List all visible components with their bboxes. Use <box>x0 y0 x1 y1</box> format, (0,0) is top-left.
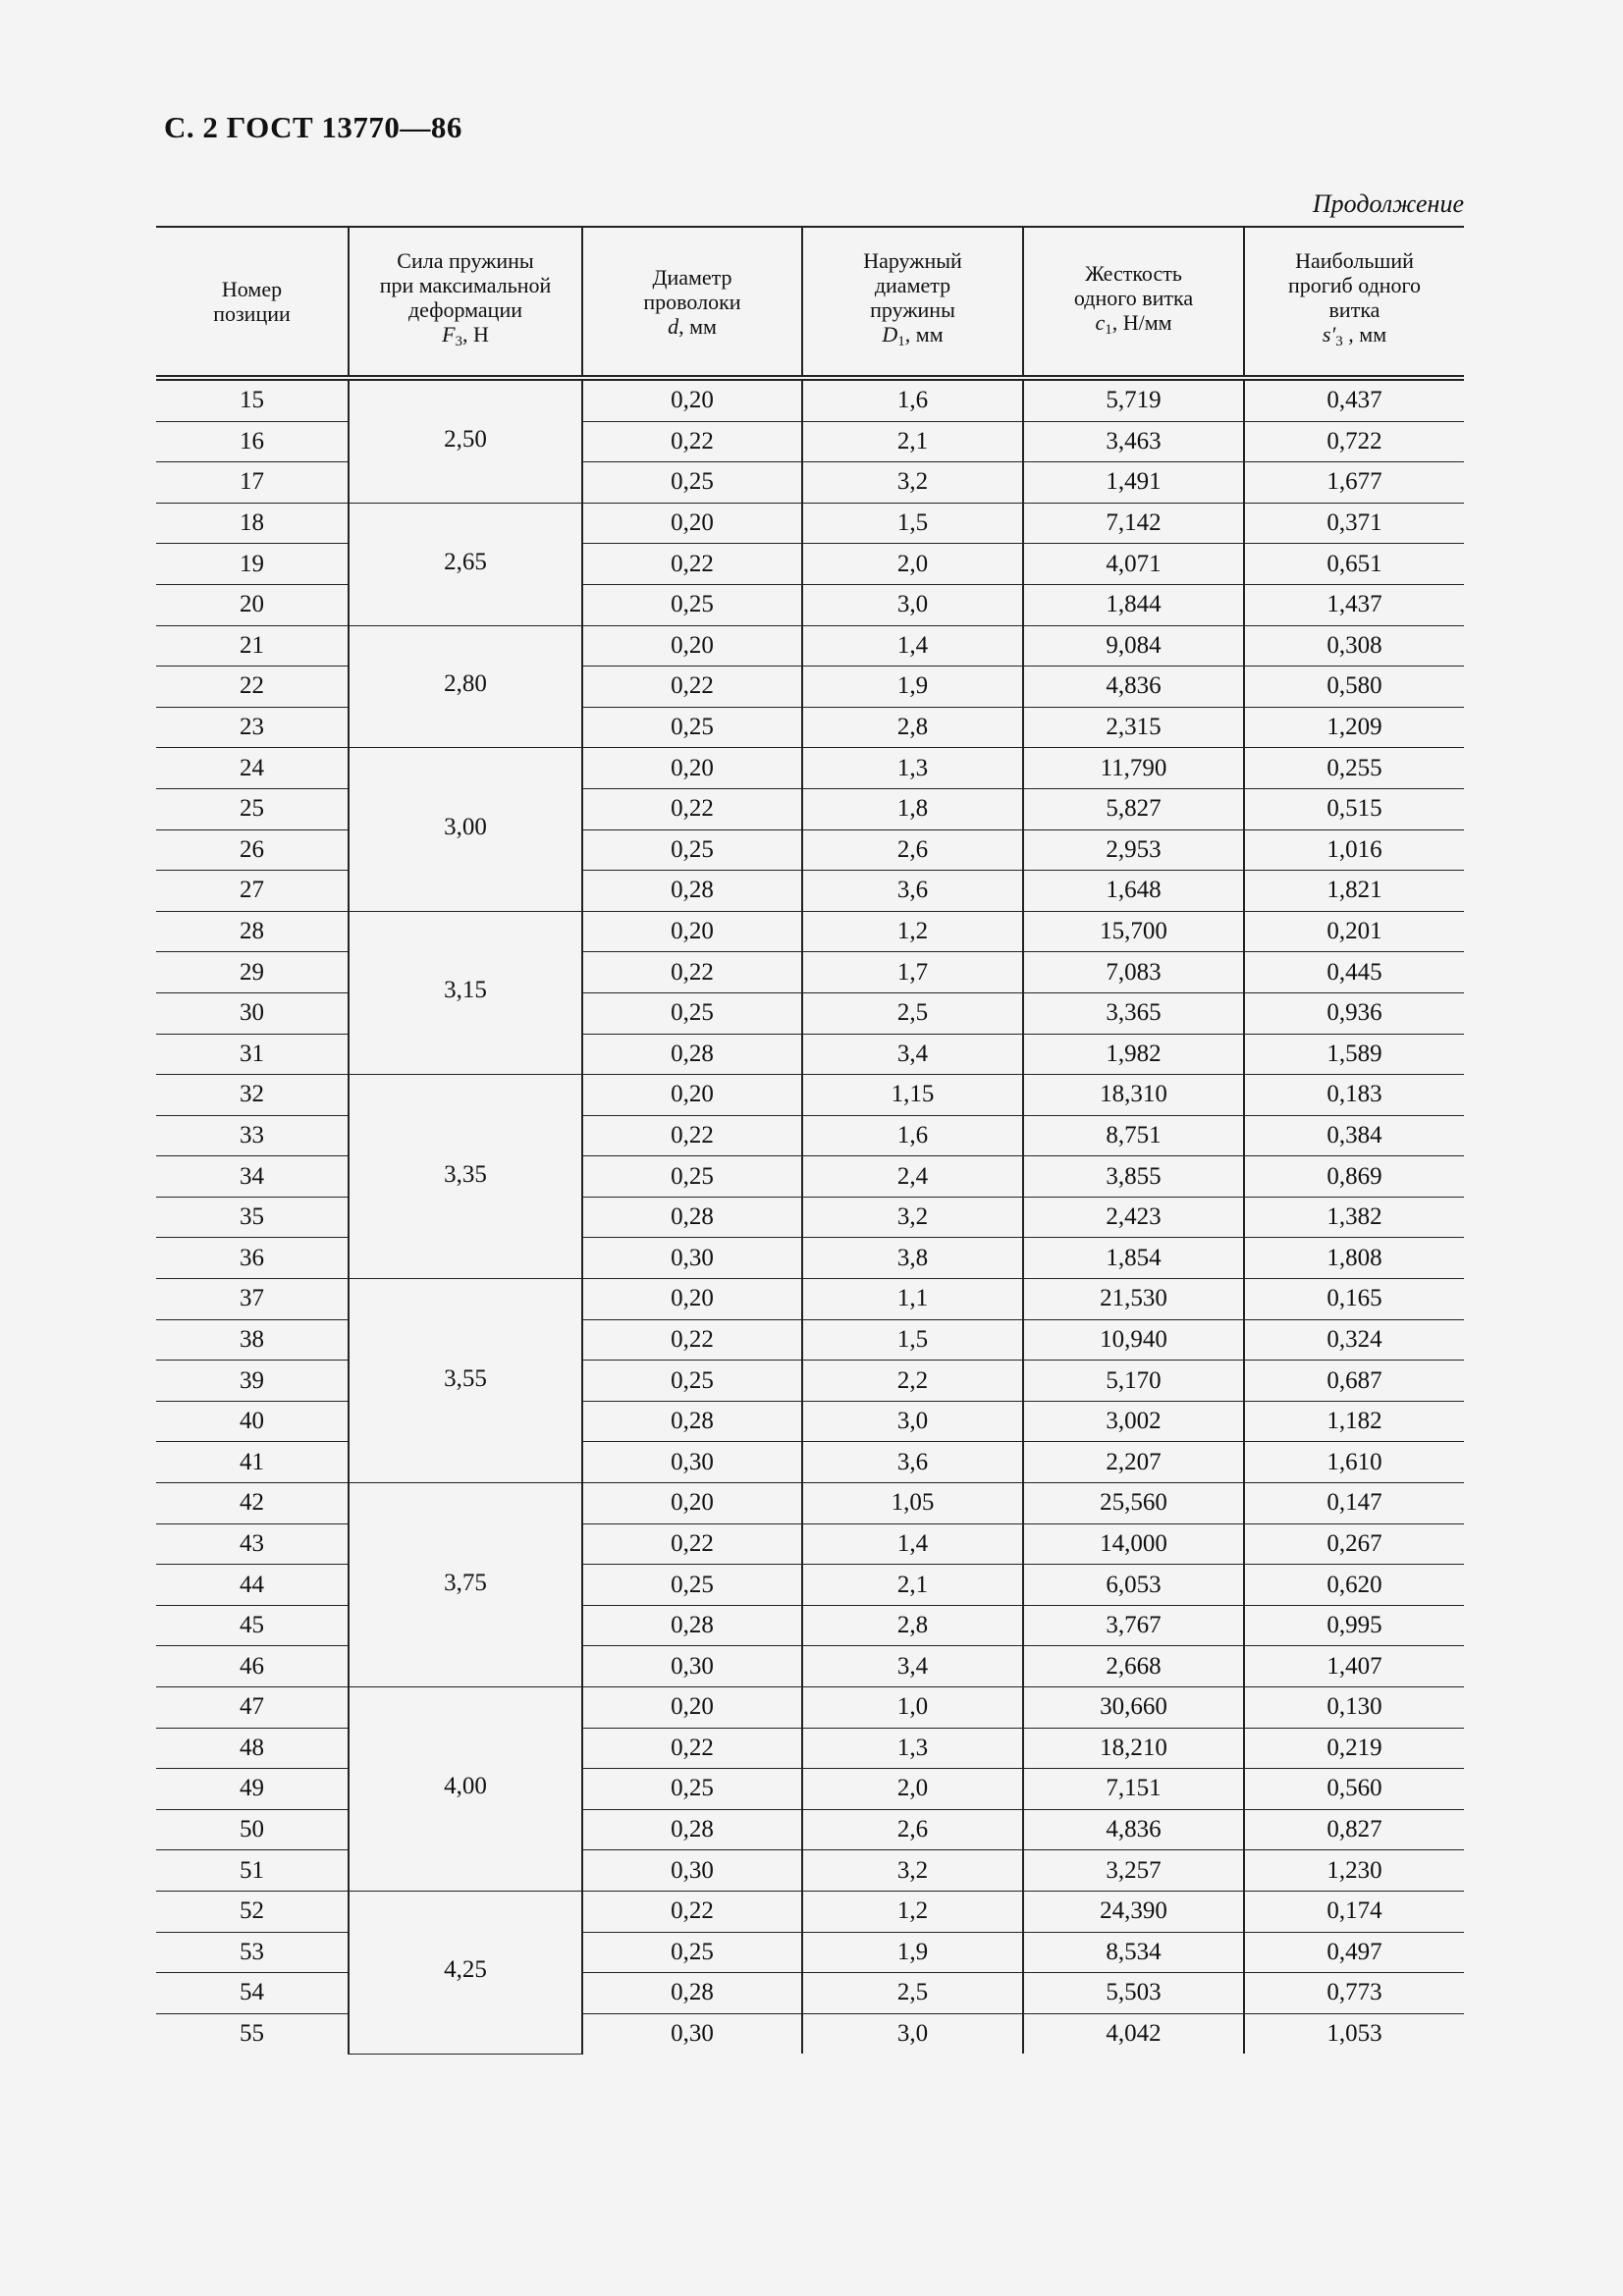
deflection-cell: 0,183 <box>1244 1075 1464 1116</box>
stiffness-cell: 2,953 <box>1023 829 1244 871</box>
stiffness-cell: 2,315 <box>1023 707 1244 748</box>
column-symbol-subscript: 1 <box>897 334 905 349</box>
outer-diameter-cell: 1,4 <box>802 625 1023 667</box>
table-row <box>156 911 1464 952</box>
column-header-line: Жесткость <box>1085 260 1182 286</box>
column-header-max-coil-deflection <box>1244 227 1464 378</box>
position-cell: 41 <box>156 1442 349 1483</box>
spring-force-cell: 4,00 <box>349 1687 582 1892</box>
position-cell: 20 <box>156 584 349 625</box>
column-header-line: Сила пружины <box>397 248 534 273</box>
table-row <box>156 748 1464 789</box>
stiffness-cell: 10,940 <box>1023 1319 1244 1361</box>
deflection-cell: 0,308 <box>1244 625 1464 667</box>
position-cell: 31 <box>156 1034 349 1075</box>
position-cell: 30 <box>156 992 349 1034</box>
outer-diameter-cell: 1,1 <box>802 1279 1023 1320</box>
column-header-wire-diameter <box>582 227 802 378</box>
stiffness-cell: 5,503 <box>1023 1973 1244 2014</box>
wire-diameter-cell: 0,22 <box>582 421 802 462</box>
stiffness-cell: 3,767 <box>1023 1605 1244 1646</box>
position-cell: 36 <box>156 1238 349 1279</box>
column-header-line: позиции <box>213 301 291 326</box>
stiffness-cell: 1,982 <box>1023 1034 1244 1075</box>
outer-diameter-cell: 1,05 <box>802 1483 1023 1524</box>
position-cell: 34 <box>156 1156 349 1198</box>
deflection-cell: 0,255 <box>1244 748 1464 789</box>
spring-force-cell: 2,50 <box>349 378 582 503</box>
spring-force-cell: 4,25 <box>349 1891 582 2054</box>
outer-diameter-cell: 1,6 <box>802 378 1023 421</box>
deflection-cell: 1,610 <box>1244 1442 1464 1483</box>
position-cell: 26 <box>156 829 349 871</box>
column-unit: , Н/мм <box>1111 309 1172 335</box>
deflection-cell: 0,437 <box>1244 378 1464 421</box>
outer-diameter-cell: 2,6 <box>802 1809 1023 1850</box>
wire-diameter-cell: 0,20 <box>582 625 802 667</box>
stiffness-cell: 15,700 <box>1023 911 1244 952</box>
position-cell: 47 <box>156 1687 349 1729</box>
outer-diameter-cell: 3,0 <box>802 584 1023 625</box>
stiffness-cell: 14,000 <box>1023 1523 1244 1565</box>
wire-diameter-cell: 0,30 <box>582 1850 802 1892</box>
wire-diameter-cell: 0,28 <box>582 1605 802 1646</box>
deflection-cell: 0,497 <box>1244 1932 1464 1973</box>
outer-diameter-cell: 2,0 <box>802 544 1023 585</box>
position-cell: 48 <box>156 1728 349 1769</box>
position-cell: 19 <box>156 544 349 585</box>
position-cell: 49 <box>156 1769 349 1810</box>
column-header-line: деформации <box>407 297 522 322</box>
column-symbol: D <box>882 322 898 347</box>
table-row <box>156 1483 1464 1524</box>
outer-diameter-cell: 1,9 <box>802 1932 1023 1973</box>
wire-diameter-cell: 0,20 <box>582 1483 802 1524</box>
stiffness-cell: 1,491 <box>1023 462 1244 504</box>
wire-diameter-cell: 0,20 <box>582 503 802 544</box>
stiffness-cell: 2,668 <box>1023 1646 1244 1687</box>
wire-diameter-cell: 0,28 <box>582 1973 802 2014</box>
wire-diameter-cell: 0,25 <box>582 1932 802 1973</box>
table-row <box>156 1075 1464 1116</box>
deflection-cell: 0,445 <box>1244 952 1464 993</box>
deflection-cell: 0,936 <box>1244 992 1464 1034</box>
position-cell: 53 <box>156 1932 349 1973</box>
position-cell: 37 <box>156 1279 349 1320</box>
wire-diameter-cell: 0,20 <box>582 1687 802 1729</box>
deflection-cell: 0,324 <box>1244 1319 1464 1361</box>
deflection-cell: 0,174 <box>1244 1891 1464 1932</box>
position-cell: 18 <box>156 503 349 544</box>
outer-diameter-cell: 1,8 <box>802 788 1023 829</box>
table-row <box>156 1279 1464 1320</box>
table-body <box>156 378 1464 2054</box>
wire-diameter-cell: 0,25 <box>582 992 802 1034</box>
deflection-cell: 0,580 <box>1244 667 1464 708</box>
spring-force-cell: 2,65 <box>349 503 582 625</box>
column-symbol: F <box>442 322 456 347</box>
column-unit: , мм <box>1342 322 1387 347</box>
outer-diameter-cell: 2,5 <box>802 1973 1023 2014</box>
deflection-cell: 1,182 <box>1244 1401 1464 1442</box>
position-cell: 52 <box>156 1891 349 1932</box>
outer-diameter-cell: 2,5 <box>802 992 1023 1034</box>
stiffness-cell: 1,844 <box>1023 584 1244 625</box>
stiffness-cell: 2,423 <box>1023 1197 1244 1238</box>
column-symbol-subscript: 3 <box>455 334 463 349</box>
wire-diameter-cell: 0,25 <box>582 1565 802 1606</box>
outer-diameter-cell: 1,0 <box>802 1687 1023 1729</box>
wire-diameter-cell: 0,28 <box>582 1401 802 1442</box>
deflection-cell: 1,677 <box>1244 462 1464 504</box>
spring-force-cell: 3,00 <box>349 748 582 911</box>
deflection-cell: 1,589 <box>1244 1034 1464 1075</box>
wire-diameter-cell: 0,25 <box>582 584 802 625</box>
spring-force-cell: 3,55 <box>349 1279 582 1483</box>
column-unit: , мм <box>678 313 717 339</box>
column-header-line: Наружный <box>863 248 962 273</box>
outer-diameter-cell: 2,6 <box>802 829 1023 871</box>
column-symbol-subscript: 1 <box>1105 321 1112 338</box>
outer-diameter-cell: 1,2 <box>802 911 1023 952</box>
stiffness-cell: 3,855 <box>1023 1156 1244 1198</box>
wire-diameter-cell: 0,25 <box>582 1361 802 1402</box>
position-cell: 17 <box>156 462 349 504</box>
deflection-cell: 1,808 <box>1244 1238 1464 1279</box>
table-row <box>156 1891 1464 1932</box>
stiffness-cell: 8,751 <box>1023 1115 1244 1156</box>
position-cell: 43 <box>156 1523 349 1565</box>
wire-diameter-cell: 0,22 <box>582 667 802 708</box>
wire-diameter-cell: 0,20 <box>582 911 802 952</box>
deflection-cell: 0,515 <box>1244 788 1464 829</box>
position-cell: 39 <box>156 1361 349 1402</box>
deflection-cell: 1,230 <box>1244 1850 1464 1892</box>
deflection-cell: 1,407 <box>1244 1646 1464 1687</box>
wire-diameter-cell: 0,22 <box>582 788 802 829</box>
spring-spec-table <box>156 226 1464 2055</box>
outer-diameter-cell: 3,8 <box>802 1238 1023 1279</box>
stiffness-cell: 25,560 <box>1023 1483 1244 1524</box>
outer-diameter-cell: 2,2 <box>802 1361 1023 1402</box>
position-cell: 32 <box>156 1075 349 1116</box>
deflection-cell: 0,773 <box>1244 1973 1464 2014</box>
position-cell: 15 <box>156 378 349 421</box>
column-symbol-subscript: 3 <box>1335 334 1343 349</box>
position-cell: 44 <box>156 1565 349 1606</box>
outer-diameter-cell: 3,4 <box>802 1646 1023 1687</box>
deflection-cell: 0,722 <box>1244 421 1464 462</box>
deflection-cell: 1,821 <box>1244 871 1464 912</box>
position-cell: 28 <box>156 911 349 952</box>
position-cell: 46 <box>156 1646 349 1687</box>
wire-diameter-cell: 0,28 <box>582 871 802 912</box>
stiffness-cell: 7,151 <box>1023 1769 1244 1810</box>
stiffness-cell: 4,042 <box>1023 2013 1244 2054</box>
outer-diameter-cell: 3,2 <box>802 1850 1023 1892</box>
stiffness-cell: 5,827 <box>1023 788 1244 829</box>
outer-diameter-cell: 2,4 <box>802 1156 1023 1198</box>
wire-diameter-cell: 0,22 <box>582 1319 802 1361</box>
position-cell: 45 <box>156 1605 349 1646</box>
deflection-cell: 0,371 <box>1244 503 1464 544</box>
stiffness-cell: 3,463 <box>1023 421 1244 462</box>
wire-diameter-cell: 0,20 <box>582 748 802 789</box>
table-row <box>156 1687 1464 1729</box>
stiffness-cell: 3,365 <box>1023 992 1244 1034</box>
position-cell: 33 <box>156 1115 349 1156</box>
outer-diameter-cell: 1,3 <box>802 1728 1023 1769</box>
wire-diameter-cell: 0,22 <box>582 1728 802 1769</box>
outer-diameter-cell: 1,5 <box>802 1319 1023 1361</box>
outer-diameter-cell: 1,15 <box>802 1075 1023 1116</box>
continuation-label: Продолжение <box>1312 189 1464 218</box>
position-cell: 40 <box>156 1401 349 1442</box>
wire-diameter-cell: 0,28 <box>582 1197 802 1238</box>
position-cell: 55 <box>240 2020 264 2048</box>
stiffness-cell: 4,836 <box>1023 667 1244 708</box>
column-symbol: c <box>1095 309 1106 335</box>
column-header-line: одного витка <box>1073 285 1194 310</box>
table-header-row <box>156 227 1464 378</box>
stiffness-cell: 5,719 <box>1023 378 1244 421</box>
outer-diameter-cell: 2,8 <box>802 1605 1023 1646</box>
deflection-cell: 1,382 <box>1244 1197 1464 1238</box>
column-header-line: Номер <box>221 277 283 301</box>
position-cell: 38 <box>156 1319 349 1361</box>
outer-diameter-cell: 1,7 <box>802 952 1023 993</box>
stiffness-cell: 3,002 <box>1023 1401 1244 1442</box>
stiffness-cell: 4,071 <box>1023 544 1244 585</box>
outer-diameter-cell: 1,9 <box>802 667 1023 708</box>
deflection-cell: 0,165 <box>1244 1279 1464 1320</box>
position-cell: 21 <box>156 625 349 667</box>
spring-force-cell: 3,15 <box>349 911 582 1074</box>
outer-diameter-cell: 3,6 <box>802 871 1023 912</box>
stiffness-cell: 11,790 <box>1023 748 1244 789</box>
stiffness-cell: 8,534 <box>1023 1932 1244 1973</box>
outer-diameter-cell: 2,1 <box>802 421 1023 462</box>
outer-diameter-cell: 2,1 <box>802 1565 1023 1606</box>
column-header-line: Диаметр <box>652 264 732 290</box>
outer-diameter-cell: 1,3 <box>802 748 1023 789</box>
stiffness-cell: 30,660 <box>1023 1687 1244 1729</box>
deflection-cell: 0,384 <box>1244 1115 1464 1156</box>
stiffness-cell: 18,310 <box>1023 1075 1244 1116</box>
wire-diameter-cell: 0,20 <box>582 1075 802 1116</box>
column-header-line: проволоки <box>643 289 741 314</box>
position-cell: 35 <box>156 1197 349 1238</box>
wire-diameter-cell: 0,30 <box>582 2013 802 2054</box>
wire-diameter-cell: 0,28 <box>582 1809 802 1850</box>
wire-diameter-cell: 0,30 <box>582 1646 802 1687</box>
column-symbol: s′ <box>1322 322 1336 347</box>
stiffness-cell: 4,836 <box>1023 1809 1244 1850</box>
stiffness-cell: 6,053 <box>1023 1565 1244 1606</box>
outer-diameter-cell: 3,0 <box>802 1401 1023 1442</box>
wire-diameter-cell: 0,30 <box>582 1238 802 1279</box>
wire-diameter-cell: 0,22 <box>582 1115 802 1156</box>
deflection-cell: 1,437 <box>1244 584 1464 625</box>
spring-force-cell: 2,80 <box>349 625 582 748</box>
wire-diameter-cell: 0,30 <box>582 1442 802 1483</box>
stiffness-cell: 1,648 <box>1023 871 1244 912</box>
wire-diameter-cell: 0,22 <box>582 544 802 585</box>
stiffness-cell: 9,084 <box>1023 625 1244 667</box>
wire-diameter-cell: 0,25 <box>582 829 802 871</box>
outer-diameter-cell: 2,8 <box>802 707 1023 748</box>
column-header-line: витка <box>1328 297 1380 322</box>
deflection-cell: 0,147 <box>1244 1483 1464 1524</box>
wire-diameter-cell: 0,20 <box>582 378 802 421</box>
page-header: С. 2 ГОСТ 13770—86 <box>164 110 462 144</box>
outer-diameter-cell: 3,6 <box>802 1442 1023 1483</box>
position-cell: 51 <box>156 1850 349 1892</box>
column-header-line: диаметр <box>874 273 951 297</box>
outer-diameter-cell: 3,2 <box>802 462 1023 504</box>
table-row <box>156 625 1464 667</box>
column-header-coil-stiffness <box>1023 227 1244 378</box>
column-unit: , Н <box>462 322 489 347</box>
deflection-cell: 0,869 <box>1244 1156 1464 1198</box>
stiffness-cell: 18,210 <box>1023 1728 1244 1769</box>
table-row <box>156 378 1464 421</box>
wire-diameter-cell: 0,25 <box>582 707 802 748</box>
outer-diameter-cell: 1,5 <box>802 503 1023 544</box>
position-cell: 22 <box>156 667 349 708</box>
table-row <box>156 503 1464 544</box>
deflection-cell: 0,651 <box>1244 544 1464 585</box>
deflection-cell: 1,053 <box>1244 2013 1464 2054</box>
stiffness-cell: 21,530 <box>1023 1279 1244 1320</box>
position-cell: 29 <box>156 952 349 993</box>
deflection-cell: 1,209 <box>1244 707 1464 748</box>
wire-diameter-cell: 0,22 <box>582 1523 802 1565</box>
column-header-position-number <box>156 227 349 378</box>
column-header-line: прогиб одного <box>1287 273 1422 297</box>
stiffness-cell: 2,207 <box>1023 1442 1244 1483</box>
column-header-line: пружины <box>870 297 955 322</box>
wire-diameter-cell: 0,25 <box>582 1156 802 1198</box>
outer-diameter-cell: 2,0 <box>802 1769 1023 1810</box>
wire-diameter-cell: 0,25 <box>582 1769 802 1810</box>
wire-diameter-cell: 0,25 <box>582 462 802 504</box>
deflection-cell: 0,687 <box>1244 1361 1464 1402</box>
spring-force-cell: 3,35 <box>349 1075 582 1279</box>
position-cell: 27 <box>156 871 349 912</box>
position-cell: 25 <box>156 788 349 829</box>
position-cell: 23 <box>156 707 349 748</box>
outer-diameter-cell: 1,2 <box>802 1891 1023 1932</box>
column-header-outer-diameter <box>802 227 1023 378</box>
deflection-cell: 0,267 <box>1244 1523 1464 1565</box>
outer-diameter-cell: 3,2 <box>802 1197 1023 1238</box>
deflection-cell: 0,219 <box>1244 1728 1464 1769</box>
wire-diameter-cell: 0,22 <box>582 952 802 993</box>
wire-diameter-cell: 0,28 <box>582 1034 802 1075</box>
column-symbol: d <box>668 313 679 339</box>
position-cell: 42 <box>156 1483 349 1524</box>
deflection-cell: 1,016 <box>1244 829 1464 871</box>
wire-diameter-cell: 0,20 <box>582 1279 802 1320</box>
outer-diameter-cell: 3,4 <box>802 1034 1023 1075</box>
position-cell: 54 <box>156 1973 349 2014</box>
stiffness-cell: 24,390 <box>1023 1891 1244 1932</box>
outer-diameter-cell: 3,0 <box>802 2013 1023 2054</box>
column-header-line: при максимальной <box>379 273 552 297</box>
stiffness-cell: 1,854 <box>1023 1238 1244 1279</box>
spring-force-cell: 3,75 <box>349 1483 582 1687</box>
deflection-cell: 0,620 <box>1244 1565 1464 1606</box>
outer-diameter-cell: 1,4 <box>802 1523 1023 1565</box>
stiffness-cell: 7,083 <box>1023 952 1244 993</box>
column-header-spring-force <box>349 227 582 378</box>
stiffness-cell: 3,257 <box>1023 1850 1244 1892</box>
deflection-cell: 0,130 <box>1244 1687 1464 1729</box>
stiffness-cell: 7,142 <box>1023 503 1244 544</box>
deflection-cell: 0,995 <box>1244 1605 1464 1646</box>
deflection-cell: 0,201 <box>1244 911 1464 952</box>
wire-diameter-cell: 0,22 <box>582 1891 802 1932</box>
position-cell: 24 <box>156 748 349 789</box>
column-unit: , мм <box>904 322 944 347</box>
deflection-cell: 0,560 <box>1244 1769 1464 1810</box>
position-cell: 50 <box>156 1809 349 1850</box>
deflection-cell: 0,827 <box>1244 1809 1464 1850</box>
column-header-line: Наибольший <box>1295 248 1414 273</box>
position-cell: 16 <box>156 421 349 462</box>
stiffness-cell: 5,170 <box>1023 1361 1244 1402</box>
outer-diameter-cell: 1,6 <box>802 1115 1023 1156</box>
